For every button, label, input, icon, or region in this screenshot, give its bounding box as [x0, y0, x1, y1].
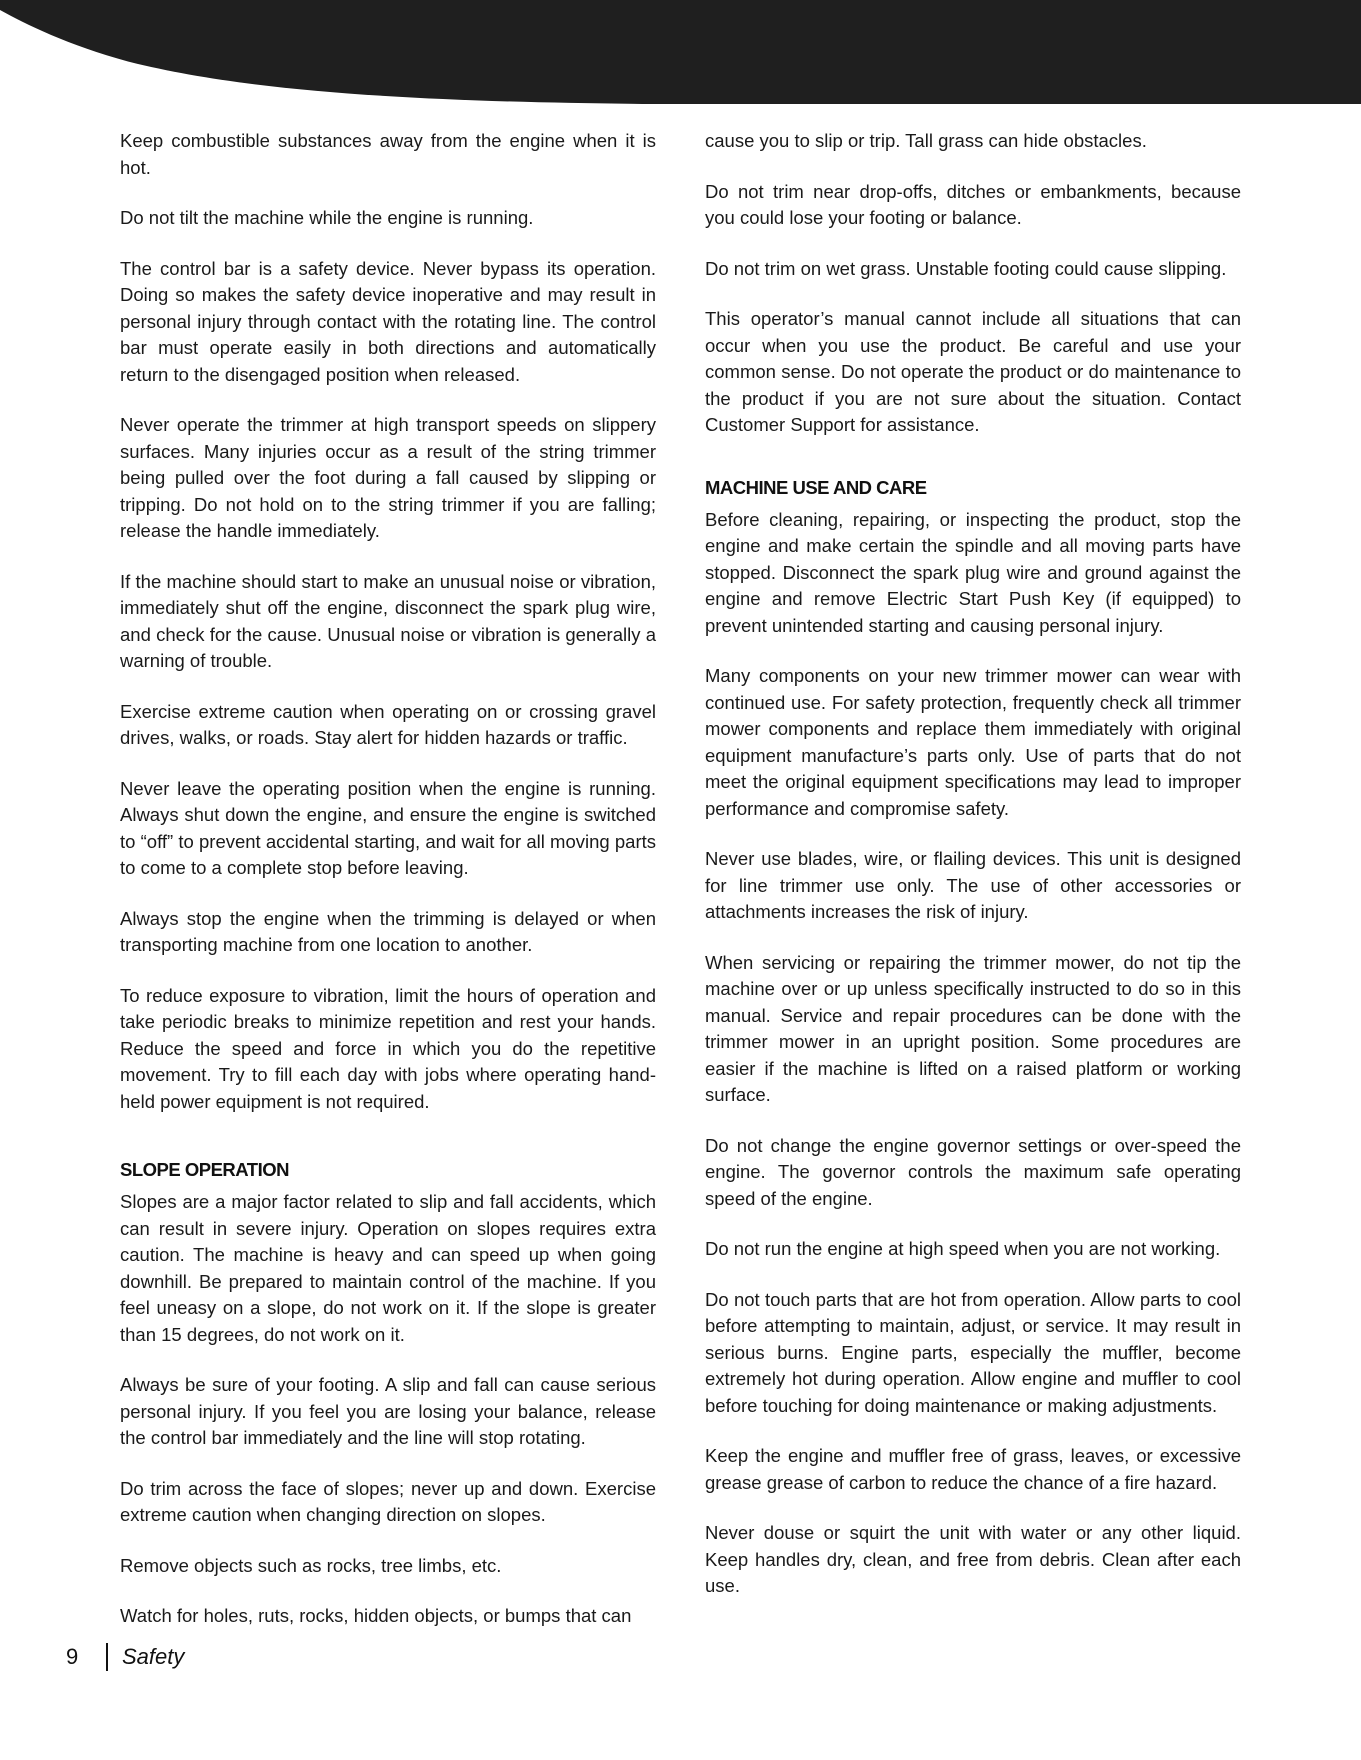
paragraph: Do not trim near drop-offs, ditches or embankments, because you could lose your footing or balance.: [705, 180, 1241, 228]
header-band: [0, 0, 1361, 110]
paragraph: Do not tilt the machine while the engine is running.: [120, 207, 534, 228]
paragraph: Never leave the operating position when the engine is running. Always shut down the engine, and ensure the engine is switched to “off” to prevent accidental starting, and wait for all moving parts to come to a complete stop before leaving.: [120, 777, 656, 878]
section-name: Safety: [122, 1644, 185, 1669]
paragraph: Always stop the engine when the trimming is delayed or when transporting machine from one location to another.: [120, 907, 656, 955]
paragraph: To reduce exposure to vibration, limit the hours of operation and take periodic breaks to minimize repetition and rest your hands. Reduce the speed and force in which you do the repetitive movement. Try to fill each day with jobs where operating hand-held power equipment is not required.: [120, 984, 656, 1112]
paragraph: Slopes are a major factor related to slip and fall accidents, which can result in severe injury. Operation on slopes requires extra caution. The machine is heavy and can speed up when going downhill. Be prepared to maintain control of the machine. If you feel uneasy on a slope, do not work on it. If the slope is greater than 15 degrees, do not work on it.: [120, 1191, 656, 1345]
paragraph: Many components on your new trimmer mower can wear with continued use. For safety protection, frequently check all trimmer mower components and replace them immediately with original equipment manufacture’s parts only. Use of parts that do not meet the original equipment specifications may lead to improper performance and compromise safety.: [705, 665, 1241, 819]
section-heading-slope-operation: SLOPE OPERATION: [120, 1159, 289, 1180]
right-column: [705, 128, 1241, 1624]
paragraph: If the machine should start to make an unusual noise or vibration, immediately shut off the engine, disconnect the spark plug wire, and check for the cause. Unusual noise or vibration is generally a warning of trouble.: [120, 570, 656, 671]
page-number: 9: [66, 1644, 79, 1669]
section-heading-machine-use-and-care: MACHINE USE AND CARE: [705, 476, 927, 498]
paragraph: Never operate the trimmer at high transport speeds on slippery surfaces. Many injuries occur as a result of the string trimmer being pulled over the foot during a fall caused by slipping or tripping. Do not hold on to the string trimmer if you are falling; release the handle immediately.: [120, 414, 656, 541]
paragraph: Do not touch parts that are hot from operation. Allow parts to cool before attempting to maintain, adjust, or service. It may result in serious burns. Engine parts, especially the muffler, become extremely hot during operation. Allow engine and muffler to cool before touching for doing maintenance or making adjustments.: [705, 1288, 1241, 1416]
page-footer: [66, 1640, 184, 1674]
paragraph: Do not trim on wet grass. Unstable footing could cause slipping.: [705, 257, 1227, 279]
paragraph: Do not run the engine at high speed when you are not working.: [705, 1238, 1221, 1259]
paragraph: cause you to slip or trip. Tall grass can hide obstacles.: [705, 130, 1147, 151]
paragraph: Never use blades, wire, or flailing devices. This unit is designed for line trimmer use only. The use of other accessories or attachments increases the risk of injury.: [705, 848, 1241, 922]
paragraph: The control bar is a safety device. Never bypass its operation. Doing so makes the safety device inoperative and may result in personal injury through contact with the rotating line. The control bar must operate easily in both directions and automatically return to the disengaged position when released.: [120, 257, 656, 385]
paragraph: When servicing or repairing the trimmer mower, do not tip the machine over or up unless specifically instructed to do so in this manual. Service and repair procedures can be done with the trimmer mower in an upright position. Some procedures are easier if the machine is lifted on a raised platform or working surface.: [705, 951, 1241, 1105]
paragraph: Do trim across the face of slopes; never up and down. Exercise extreme caution when changing direction on slopes.: [120, 1477, 656, 1525]
paragraph: Remove objects such as rocks, tree limbs, etc.: [120, 1554, 502, 1576]
paragraph: Never douse or squirt the unit with water or any other liquid. Keep handles dry, clean, and free from debris. Clean after each use.: [705, 1522, 1241, 1596]
paragraph: Keep combustible substances away from the engine when it is hot.: [120, 130, 656, 178]
footer-divider: [106, 1643, 108, 1671]
paragraph: Keep the engine and muffler free of grass, leaves, or excessive grease grease of carbon to reduce the chance of a fire hazard.: [705, 1445, 1241, 1493]
paragraph: This operator’s manual cannot include all situations that can occur when you use the product. Be careful and use your common sense. Do not operate the product or do maintenance to the product if you are not sure about the situation. Contact Customer Support for assistance.: [705, 308, 1241, 435]
paragraph: Do not change the engine governor settings or over-speed the engine. The governor controls the maximum safe operating speed of the engine.: [705, 1134, 1241, 1209]
paragraph: Exercise extreme caution when operating on or crossing gravel drives, walks, or roads. Stay alert for hidden hazards or traffic.: [120, 700, 656, 748]
paragraph: Watch for holes, ruts, rocks, hidden objects, or bumps that can: [120, 1605, 632, 1626]
left-column: [120, 128, 656, 1654]
paragraph: Before cleaning, repairing, or inspecting the product, stop the engine and make certain the spindle and all moving parts have stopped. Disconnect the spark plug wire and ground against the engine and remove Electric Start Push Key (if equipped) to prevent unintended starting and causing personal injury.: [705, 508, 1241, 636]
paragraph: Always be sure of your footing. A slip and fall can cause serious personal injury. If you feel you are losing your balance, release the control bar immediately and the line will stop rotating.: [120, 1374, 656, 1448]
